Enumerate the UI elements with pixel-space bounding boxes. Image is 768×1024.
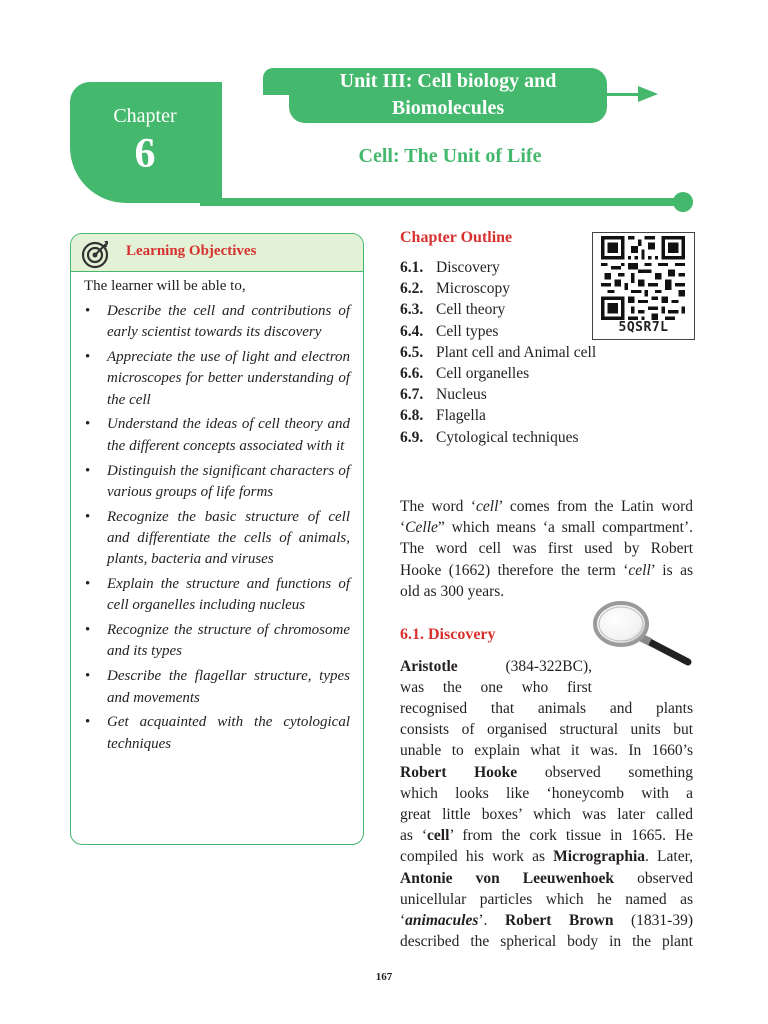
page-number: 167 xyxy=(375,971,393,983)
objective-item: • Understand the ideas of cell theory and the different concepts associated with it xyxy=(84,414,350,457)
unit-title-line2: Biomolecules xyxy=(391,97,505,119)
outline-item[interactable]: 6.8. Flagella xyxy=(400,407,486,425)
objective-item: • Appreciate the use of light and electron microscopes for better understanding of the cell xyxy=(84,347,350,411)
section-heading-discovery: 6.1. Discovery xyxy=(400,626,496,643)
outline-item[interactable]: 6.4. Cell types xyxy=(400,322,499,340)
outline-item[interactable]: 6.9. Cytological techniques xyxy=(400,428,579,446)
header-rule-end-dot xyxy=(673,192,693,212)
outline-item[interactable]: 6.3. Cell theory xyxy=(400,301,506,319)
intro-paragraph: The word ‘cell’ comes from the Latin word ‘Celle” which means ‘a small compartment’. The word cell was first used by Robert Hooke (1662) therefore the term ‘cell’ is as old as 300 years. xyxy=(400,498,693,600)
learning-objectives-list xyxy=(84,301,350,758)
objective-item: • Recognize the basic structure of cell and differentiate the cells of animals, plants, bacteria and viruses xyxy=(84,507,350,571)
outline-item[interactable]: 6.2. Microscopy xyxy=(400,280,511,298)
chapter-number: 6 xyxy=(134,131,156,177)
objective-item: • Describe the flagellar structure, types and movements xyxy=(84,666,350,709)
chapter-title: Cell: The Unit of Life xyxy=(358,145,542,167)
objective-item: • Describe the cell and contributions of early scientist towards its discovery xyxy=(84,301,350,344)
outline-item[interactable]: 6.7. Nucleus xyxy=(400,386,487,404)
target-icon xyxy=(80,238,112,270)
learning-objectives-title: Learning Objectives xyxy=(126,243,257,259)
chapter-outline-list xyxy=(400,257,596,448)
qr-code-label: 5QSR7L xyxy=(618,320,669,335)
outline-item[interactable]: 6.6. Cell organelles xyxy=(400,365,530,383)
unit-title-line1: Unit III: Cell biology and xyxy=(339,70,557,92)
header-rule xyxy=(200,198,684,206)
objective-item: • Get acquainted with the cytological techniques xyxy=(84,712,350,755)
learning-objectives-intro: The learner will be able to, xyxy=(84,278,246,294)
unit-banner xyxy=(289,68,607,123)
unit-arrow-head-icon xyxy=(638,86,658,102)
outline-item[interactable]: 6.1. Discovery xyxy=(400,259,500,276)
discovery-paragraph-narrow: Aristotle (384-322BC), was the one who first xyxy=(400,658,592,697)
chapter-label: Chapter xyxy=(113,105,177,127)
outline-item[interactable]: 6.5. Plant cell and Animal cell xyxy=(400,343,597,361)
discovery-paragraph: recognised that animals and plants consists of organised structural units but unable to explain what it was. In 1660’s Robert Hooke observed something which looks like ‘honeycomb with a great little boxes’ which was later called as ‘cell’ from the cork tissue in 1665. He compiled his work as Micrographia. Later, Antonie von Leeuwenhoek observed unicellular particles which he named as ‘animacules’. Robert Brown (1831-39) described the spherical body in the plant xyxy=(400,700,694,951)
chapter-outline-title: Chapter Outline xyxy=(400,229,513,246)
qr-code-icon[interactable] xyxy=(598,236,688,320)
magnifying-glass-icon xyxy=(590,600,694,670)
objective-item: • Explain the structure and functions of cell organelles including nucleus xyxy=(84,574,350,617)
objective-item: • Recognize the structure of chromosome and its types xyxy=(84,620,350,663)
objective-item: • Distinguish the significant characters of various groups of life forms xyxy=(84,461,350,504)
